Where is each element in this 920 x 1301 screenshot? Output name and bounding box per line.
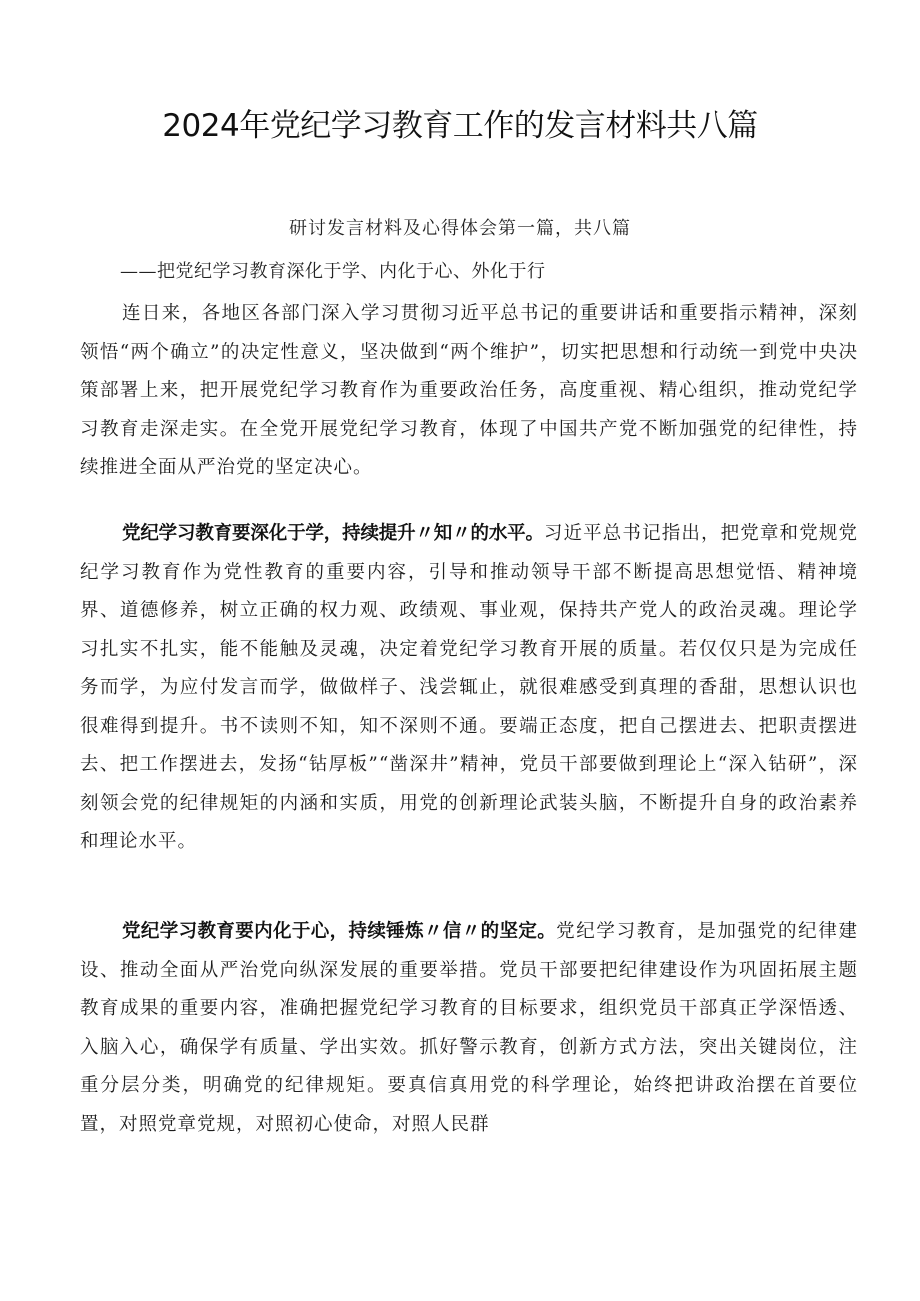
- document-subheading: ——把党纪学习教育深化于学、内化于心、外化于行: [120, 261, 546, 282]
- paragraph-3: [80, 913, 858, 1144]
- paragraph-1: [80, 295, 858, 488]
- paragraph-2-body: 习近平总书记指出，把党章和党规党纪学习教育作为党性教育的重要内容，引导和推动领导干部不断提高思想觉悟、精神境界、道德修养，树立正确的权力观、政绩观、事业观，保持共产党人的政治灵魂。理论学习扎实不扎实，能不能触及灵魂，决定着党纪学习教育开展的质量。若仅仅只是为完成任务而学，为应付发言而学，做做样子、浅尝辄止，就很难感受到真理的香甜，思想认识也很难得到提升。书不读则不知，知不深则不通。要端正态度，把自己摆进去、把职责摆进去、把工作摆进去，发扬“钻厚板”“凿深井”精神，党员干部要做到理论上“深入钻研”，深刻领会党的纪律规矩的内涵和实质，用党的创新理论武装头脑，不断提升自身的政治素养和理论水平。: [80, 523, 858, 852]
- document-title: 2024年党纪学习教育工作的发言材料共八篇: [162, 108, 758, 144]
- document-subtitle: 研讨发言材料及心得体会第一篇，共八篇: [289, 218, 631, 239]
- paragraph-3-body: 党纪学习教育，是加强党的纪律建设、推动全面从严治党向纵深发展的重要举措。党员干部要把纪律建设作为巩固拓展主题教育成果的重要内容，准确把握党纪学习教育的目标要求，组织党员干部真正学深悟透、入脑入心，确保学有质量、学出实效。抓好警示教育，创新方式方法，突出关键岗位，注重分层分类，明确党的纪律规矩。要真信真用党的科学理论，始终把讲政治摆在首要位置，对照党章党规，对照初心使命，对照人民群: [80, 921, 858, 1135]
- paragraph-2-lead: 党纪学习教育要深化于学，持续提升〃知〃的水平。: [122, 523, 544, 544]
- paragraph-2: [80, 515, 858, 862]
- paragraph-1-body: 连日来，各地区各部门深入学习贯彻习近平总书记的重要讲话和重要指示精神，深刻领悟“两个确立”的决定性意义，坚决做到“两个维护”，切实把思想和行动统一到党中央决策部署上来，把开展党纪学习教育作为重要政治任务，高度重视、精心组织，推动党纪学习教育走深走实。在全党开展党纪学习教育，体现了中国共产党不断加强党的纪律性，持续推进全面从严治党的坚定决心。: [80, 303, 858, 478]
- paragraph-3-lead: 党纪学习教育要内化于心，持续锤炼〃信〃的坚定。: [122, 921, 557, 942]
